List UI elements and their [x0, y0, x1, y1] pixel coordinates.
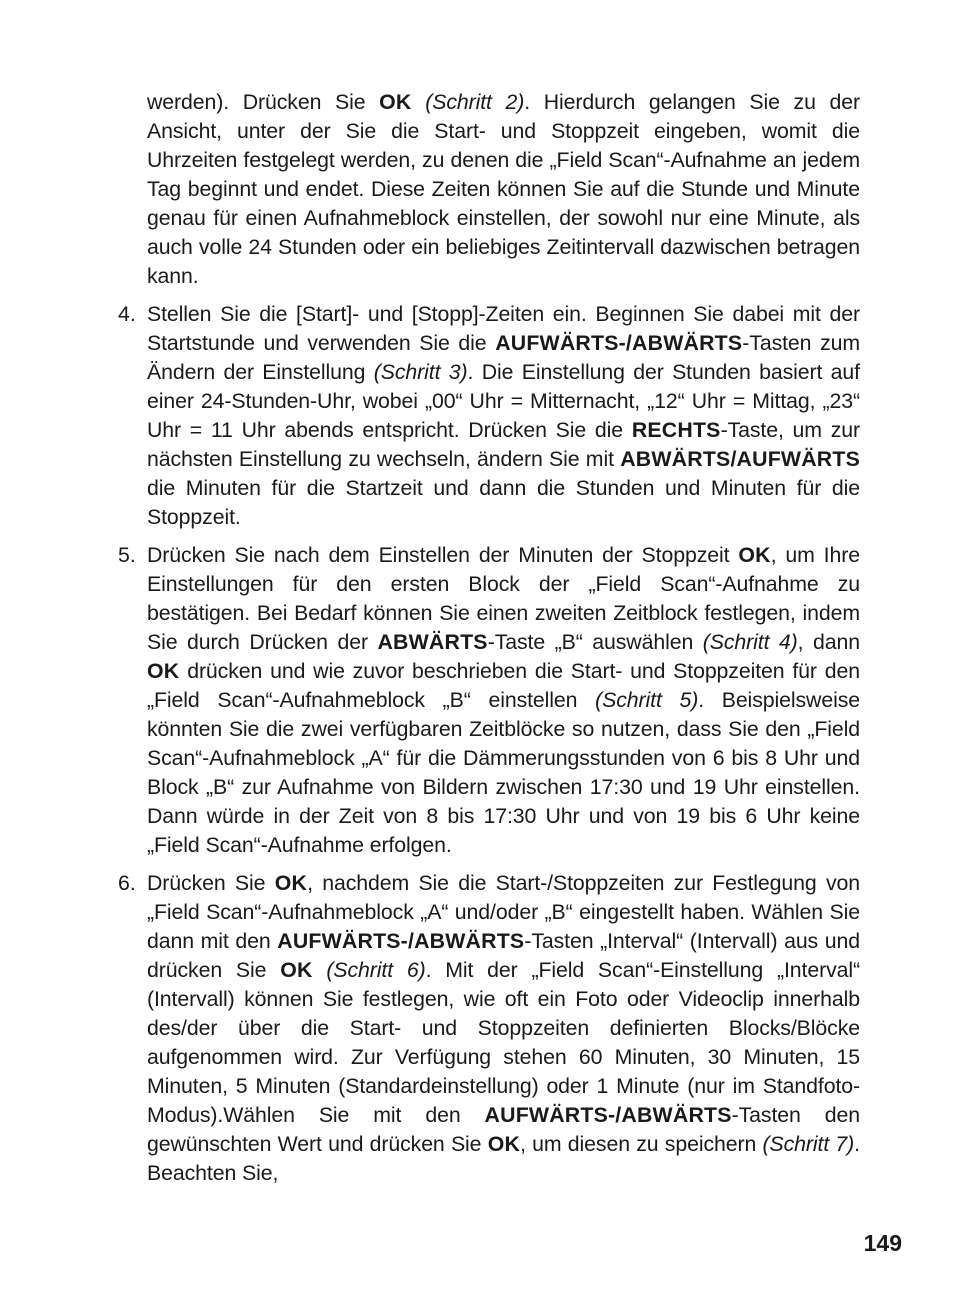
text-run: Drücken Sie nach dem Einstellen der Minuten der Stoppzeit [147, 543, 739, 567]
text-run: . Hierdurch gelangen Sie zu der Ansicht, unter der Sie die Start- und Stoppzeit eingeben, womit die Uhrzeiten festgelegt werden, zu denen die „Field Scan“-Aufnahme an jedem Tag beginnt und endet. Diese Zeiten können Sie auf die Stunde und Minute genau für einen Aufnahmeblock einstellen, der sowohl nur eine Minute, als auch volle 24 Stunden oder ein beliebiges Zeitintervall dazwischen betragen kann. [147, 90, 860, 288]
button-name-text: AUFWÄRTS-/ABWÄRTS [484, 1103, 732, 1127]
button-name-text: OK [280, 958, 313, 982]
list-item-number: 6. [118, 871, 136, 895]
text-run: werden). Drücken Sie [147, 90, 380, 114]
text-run: , nachdem Sie die Start-/Stoppzeiten zur Festlegung von „Field Scan“-Aufnahmeblock „A“ und/oder „B“ eingestellt haben. Wählen Sie dann mit den [147, 871, 860, 953]
list-item [118, 541, 860, 860]
text-run: -Taste „B“ auswählen [487, 630, 703, 654]
step-reference: (Schritt 2) [425, 90, 525, 114]
button-name-text: ABWÄRTS/AUFWÄRTS [620, 447, 860, 471]
step-reference: (Schritt 5) [595, 688, 699, 712]
text-run: . Beispielsweise könnten Sie die zwei verfügbaren Zeitblöcke so nutzen, dass Sie den „Field Scan“-Aufnahmeblock „A“ für die Dämmerungsstunden von 6 bis 8 Uhr und Block „B“ zur Aufnahme von Bildern zwischen 17:30 und 19 Uhr einstellen. Dann würde in der Zeit von 8 bis 17:30 Uhr und von 19 bis 6 Uhr keine „Field Scan“-Aufnahme erfolgen. [147, 688, 860, 857]
text-run: -Taste, um zur nächsten Einstellung zu wechseln, ändern Sie mit [147, 418, 860, 471]
list-item-text [147, 541, 860, 860]
button-name-text: ABWÄRTS [377, 630, 488, 654]
list-item [118, 300, 860, 532]
text-run [412, 90, 426, 114]
button-name-text: OK [147, 659, 180, 683]
text-run: , dann [797, 630, 860, 654]
button-name-text: RECHTS [631, 418, 721, 442]
intro-paragraph [118, 88, 860, 291]
text-run: . Beachten Sie, [147, 1132, 860, 1185]
text-run: . Die Einstellung der Stunden basiert auf einer 24-Stunden-Uhr, wobei „00“ Uhr = Mitternacht, „12“ Uhr = Mittag, „23“ Uhr = 11 Uhr abends entspricht. Drücken Sie die [147, 360, 860, 442]
button-name-text: OK [487, 1132, 521, 1156]
list-item-number: 5. [118, 543, 136, 567]
text-run: -Tasten zum Ändern der Einstellung [147, 331, 861, 384]
button-name-text: AUFWÄRTS-/ABWÄRTS [277, 929, 525, 953]
text-run: die Minuten für die Startzeit und dann die Stunden und Minuten für die Stoppzeit. [147, 476, 860, 529]
button-name-text: OK [274, 871, 308, 895]
page-number: 149 [863, 1230, 902, 1256]
step-reference: (Schritt 3) [373, 360, 468, 384]
text-run: Drücken Sie [147, 871, 275, 895]
step-reference: (Schritt 6) [326, 958, 426, 982]
numbered-list [118, 300, 860, 1188]
text-run: drücken und wie zuvor beschrieben die Start- und Stoppzeiten für den „Field Scan“-Aufnahmeblock „B“ einstellen [147, 659, 860, 712]
text-run: . Mit der „Field Scan“-Einstellung „Interval“ (Intervall) können Sie festlegen, wie oft ein Foto oder Videoclip innerhalb des/der über die Start- und Stoppzeiten definierten Blocks/Blöcke aufgenommen wird. Zur Verfügung stehen 60 Minuten, 30 Minuten, 15 Minuten, 5 Minuten (Standardeinstellung) oder 1 Minute (nur im Standfoto-Modus).Wählen Sie mit den [147, 958, 860, 1127]
page-body [118, 88, 860, 1197]
step-reference: (Schritt 7) [762, 1132, 855, 1156]
text-run [313, 958, 327, 982]
list-item-text [147, 869, 860, 1188]
text-run: , um diesen zu speichern [520, 1132, 763, 1156]
list-item-number: 4. [118, 302, 136, 326]
text-run: Stellen Sie die [Start]- und [Stopp]-Zeiten ein. Beginnen Sie dabei mit der Startstunde und verwenden Sie die [147, 302, 860, 355]
step-reference: (Schritt 4) [702, 630, 798, 654]
button-name-text: OK [738, 543, 771, 567]
text-run: -Tasten den gewünschten Wert und drücken Sie [147, 1103, 860, 1156]
text-run: -Tasten „Interval“ (Intervall) aus und drücken Sie [147, 929, 860, 982]
list-item [118, 869, 860, 1188]
button-name-text: AUFWÄRTS-/ABWÄRTS [495, 331, 743, 355]
text-run: , um Ihre Einstellungen für den ersten Block der „Field Scan“-Aufnahme zu bestätigen. Bei Bedarf können Sie einen zweiten Zeitblock festlegen, indem Sie durch Drücken der [147, 543, 860, 654]
list-item-text [147, 300, 860, 532]
button-name-text: OK [379, 90, 412, 114]
